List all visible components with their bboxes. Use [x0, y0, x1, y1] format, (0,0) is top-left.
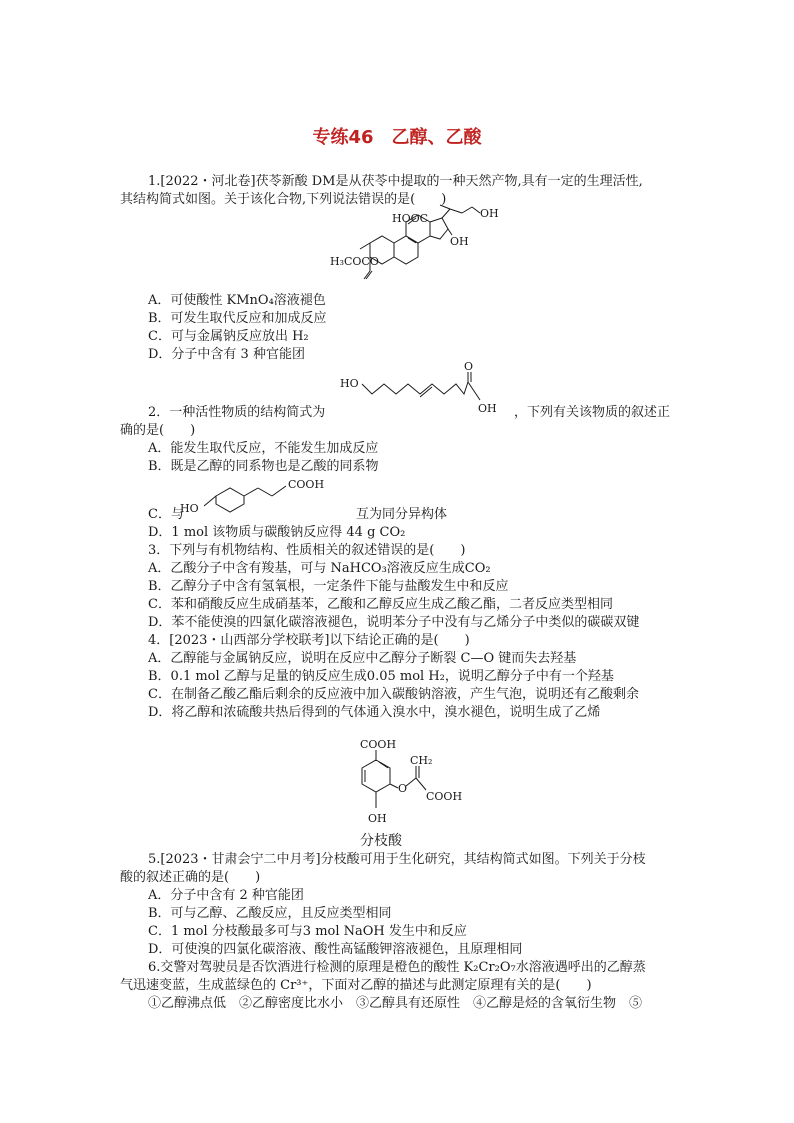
q2-optc-structure [180, 474, 350, 518]
q3-option-c: C．苯和硝酸反应生成硝基苯，乙酸和乙醇反应生成乙酸乙酯，二者反应类型相同 [148, 597, 613, 612]
q4-stem: 4．[2023・山西部分学校联考]以下结论正确的是( ) [148, 633, 470, 648]
q2-optc-cooh-label: COOH [288, 478, 325, 491]
q5-oh-label: OH [368, 812, 387, 825]
q2-structure [340, 362, 500, 417]
q5-stem-line1: 5.[2023・甘肃会宁二中月考]分枝酸可用于生化研究，其结构简式如图。下列关于分枝 [148, 852, 646, 867]
q1-option-b: B．可发生取代反应和加成反应 [148, 311, 327, 326]
q3-option-b: B．乙醇分子中含有氢氧根，一定条件下能与盐酸发生中和反应 [148, 579, 509, 594]
q2-option-b: B．既是乙醇的同系物也是乙酸的同系物 [148, 459, 379, 474]
q2-option-d: D．1 mol 该物质与碳酸钠反应得 44 g CO₂ [148, 525, 406, 540]
q1-option-d: D．分子中含有 3 种官能团 [148, 347, 305, 362]
q1-hooc-label: HOOC [392, 212, 429, 225]
q5-option-b: B．可与乙醇、乙酸反应，且反应类型相同 [148, 906, 392, 921]
q3-option-a: A．乙酸分子中含有羧基，可与 NaHCO₃溶液反应生成CO₂ [148, 561, 491, 576]
q5-option-c: C．1 mol 分枝酸最多可与3 mol NaOH 发生中和反应 [148, 924, 467, 939]
q1-option-c: C．可与金属钠反应放出 H₂ [148, 329, 309, 344]
q2-optc-ho-label: HO [180, 502, 199, 515]
q2-stem-line2: 确的是( ) [120, 423, 196, 438]
q3-stem: 3．下列与有机物结构、性质相关的叙述错误的是( ) [148, 543, 466, 558]
q1-stem-line1: 1.[2022・河北卷]茯苓新酸 DM是从茯苓中提取的一种天然产物,具有一定的生理活性, [148, 174, 643, 189]
q1-oh-top-label: OH [480, 207, 499, 220]
q1-ester-label: H₃COCO [330, 255, 379, 268]
q5-stem-line2: 酸的叙述正确的是( ) [120, 870, 261, 885]
page-title: 专练46 乙醇、乙酸 [312, 127, 482, 148]
q5-o-label: O [398, 782, 408, 795]
q5-ch2-label: CH₂ [410, 754, 433, 767]
q2-stem-post: ，下列有关该物质的叙述正 [514, 405, 671, 420]
q5-option-a: A．分子中含有 2 种官能团 [148, 888, 304, 903]
q2-option-c-post: 互为同分异构体 [356, 507, 448, 522]
q5-structure-caption: 分枝酸 [360, 833, 402, 849]
q4-option-d: D．将乙醇和浓硫酸共热后得到的气体通入溴水中，溴水褪色，说明生成了乙烯 [148, 705, 601, 720]
q2-oh-label: OH [478, 402, 497, 415]
q4-option-a: A．乙醇能与金属钠反应，说明在反应中乙醇分子断裂 C—O 键而失去羟基 [148, 651, 577, 666]
q2-option-c-pre: C．与 [148, 507, 184, 522]
q1-oh-ring-label: OH [450, 235, 469, 248]
q5-structure [340, 738, 480, 830]
q5-option-d: D．可使溴的四氯化碳溶液、酸性高锰酸钾溶液褪色，且原理相同 [148, 942, 523, 957]
q2-ho-label: HO [340, 377, 359, 390]
q1-stem-line2: 其结构简式如图。关于该化合物,下列说法错误的是( ) [120, 192, 447, 207]
q4-option-c: C．在制备乙酸乙酯后剩余的反应液中加入碳酸钠溶液，产生气泡，说明还有乙酸剩余 [148, 687, 639, 702]
q6-stem-line2: 气迅速变蓝，生成蓝绿色的 Cr³⁺，下面对乙醇的描述与此测定原理有关的是( ) [120, 978, 592, 993]
q1-option-a: A．可使酸性 KMnO₄溶液褪色 [148, 293, 326, 308]
q4-option-b: B．0.1 mol 乙醇与足量的钠反应生成0.05 mol H₂，说明乙醇分子中有一个羟基 [148, 669, 614, 684]
q6-stem-line1: 6.交警对驾驶员是否饮酒进行检测的原理是橙色的酸性 K₂Cr₂O₇水溶液遇呼出的乙醇蒸 [148, 960, 646, 975]
q2-stem-pre: 2．一种活性物质的结构简式为 [148, 405, 326, 420]
q2-o-label: O [464, 360, 474, 373]
q2-option-a: A．能发生取代反应，不能发生加成反应 [148, 441, 379, 456]
q5-cooh-side-label: COOH [426, 790, 463, 803]
q3-option-d: D．苯不能使溴的四氯化碳溶液褪色，说明苯分子中没有与乙烯分子中类似的碳碳双键 [148, 615, 640, 630]
q6-stem-line3: ①乙醇沸点低 ②乙醇密度比水小 ③乙醇具有还原性 ④乙醇是烃的含氧衍生物 ⑤ [148, 996, 643, 1011]
q5-cooh-top-label: COOH [360, 738, 397, 751]
q1-structure [330, 205, 510, 295]
